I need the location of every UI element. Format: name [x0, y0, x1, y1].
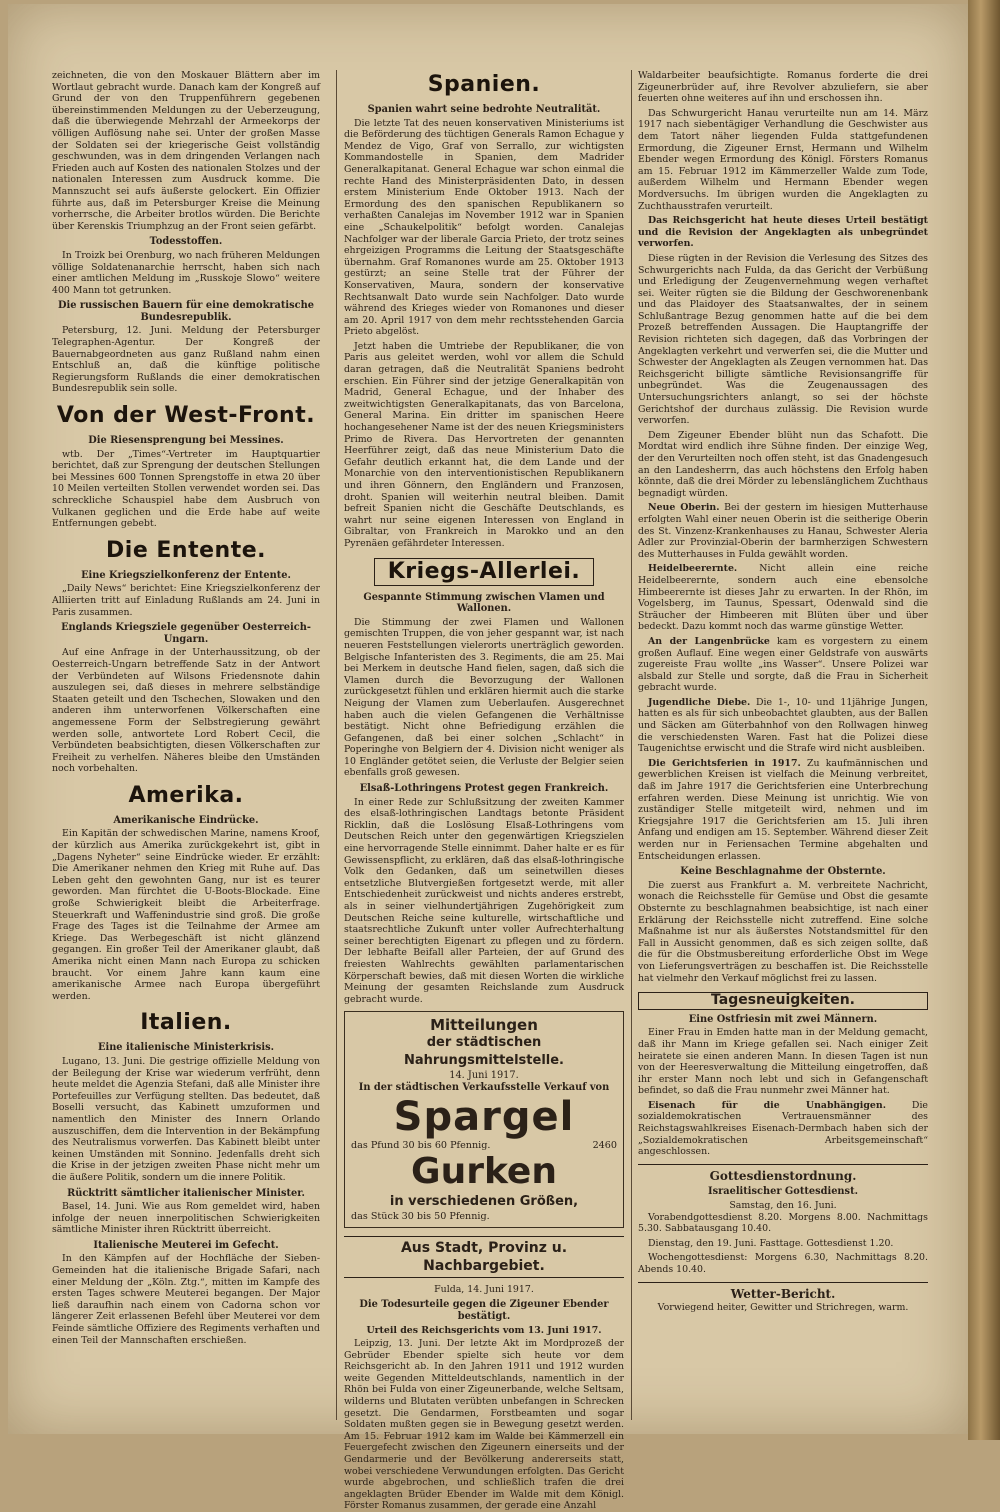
article-text: Das Schwurgericht Hanau verurteilte nun am 14. März 1917 nach siebentägiger Verhandlung die Geschwister aus dem Tatort näher liegenden Fulda stattgefundenen Ermordung, die Zigeuner Ernst, Hermann und Wilhelm Ebender wegen Ermordung des Königl. Försters Romanus am 15. Februar 1912 im Kämmerzeller Walde zum Tode, außerdem Wilhelm und Hermann Ebender wegen Mordversuchs. Im übrigen wurden die Angeklagten zu Zuchthausstrafen verurteilt.	[638, 107, 928, 212]
column-3	[638, 70, 928, 1422]
section-subhead: Eine italienische Ministerkrisis.	[98, 1042, 274, 1054]
article-text: Die zuerst aus Frankfurt a. M. verbreitete Nachricht, wonach die Reichsstelle für Gemüse und Obst die gesamte Obsternte zu beschlagnahmen beabsichtige, ist nach einer Erklärung der Reichsstelle nicht zutreffend. Eine solche Maßnahme ist nur als äußerstes Notstandsmittel für den Fall in Aussicht genommen, daß es sich zeigen sollte, daß die für die Obstmusbereitung erforderliche Obst im Wege von Lieferungsverträgen zu beschaffen ist. Die Reichsstelle hat vielmehr den Verkauf möglichst frei zu lassen.	[638, 879, 928, 984]
article-text: wtb. Der „Times“-Vertreter im Hauptquartier berichtet, daß zur Sprengung der deutschen Stellungen bei Messines 600 Tonnen Sprengstoffe in etwa 20 über 10 Meilen verteilten Stollen verwendet worden sei. Das schreckliche Schauspiel habe dem Ausbruch von Vulkanen geglichen und die Erde habe auf weite Entfernungen gebebt.	[52, 448, 320, 530]
section-subhead: Italienische Meuterei im Gefecht.	[93, 1239, 279, 1251]
article-text: Lugano, 13. Juni. Die gestrige offizielle Meldung von der Beilegung der Krise war wiederum verfrüht, denn heute meldet die Agenzia Stefani, daß alle Minister ihre Portefeuilles zur Verfügung stellten. Das bedeutet, daß Boselli versucht, das Kabinett umzuformen und namentlich den Minister des Innern Orlando auszuschiffen, dem die Intervention in der Bekämpfung des Neutralismus vorwerfen. Das Kabinett bleibt unter keinen Umständen mit Sonnino. Jedenfalls dreht sich die Krise in der jetzigen zweiten Phase nicht mehr um die äußere Politik, sondern um die innere Politik.	[52, 1055, 320, 1183]
news-item-text: kam es vorgestern zu einem großen Auflauf. Eine wegen einer Geldstrafe von auswärts zugereiste Frau wollte „ins Wasser“. Unsere Polizei war alsbald zur Stelle und sorgte, daß die Frau in Sicherheit gebracht wurde.	[638, 635, 929, 694]
schedule-row: Wochengottesdienst: Morgens 6.30, Nachmittags 8.20. Abends 10.40.	[638, 1252, 928, 1275]
section-subhead: Die Riesensprengung bei Messines.	[88, 435, 284, 447]
column-1	[52, 70, 320, 1422]
news-item	[638, 563, 928, 633]
news-item	[638, 636, 928, 694]
notice-price: das Pfund 30 bis 60 Pfennig.	[351, 1139, 491, 1151]
news-item	[638, 502, 928, 560]
article-text-bold: Das Reichsgericht hat heute dieses Urteil bestätigt und die Revision der Angeklagten als unbegründet verworfen.	[638, 215, 928, 250]
food-office-notice	[344, 1011, 624, 1227]
notice-item-gurken: Gurken	[411, 1151, 557, 1193]
section-heading-gottesdienst: Gottesdienstordnung.	[709, 1168, 857, 1183]
section-subhead: Elsaß-Lothringens Protest gegen Frankreich.	[359, 783, 609, 795]
section-subhead: Gespannte Stimmung zwischen Vlamen und Wallonen.	[363, 591, 605, 615]
news-item-title: Die Gerichtsferien in 1917.	[648, 757, 801, 769]
article-text: „Daily News“ berichtet: Eine Kriegszielkonferenz der Alliierten tritt auf Einladung Rußlands am 24. Juni in Paris zusammen.	[52, 583, 320, 618]
section-subhead: Amerikanische Eindrücke.	[113, 814, 259, 826]
section-heading-kriegs-allerlei: Kriegs-Allerlei.	[374, 558, 594, 586]
section-subhead: Israelitischer Gottesdienst.	[707, 1186, 859, 1198]
article-text: Basel, 14. Juni. Wie aus Rom gemeldet wird, haben infolge der neuen innerpolitischen Schwierigkeiten sämtliche Minister ihren Rücktritt überreicht.	[52, 1201, 320, 1236]
section-subhead: Keine Beschlagnahme der Obsternte.	[680, 866, 886, 878]
section-subhead: Todesstoffen.	[149, 236, 223, 248]
section-subhead: Spanien wahrt seine bedrohte Neutralität.	[367, 104, 601, 115]
article-text: Waldarbeiter beaufsichtigte. Romanus forderte die drei Zigeunerbrüder auf, ihre Revolver abzuliefern, sie aber feuerten ohne weiteres auf ihn und erschossen ihn.	[638, 70, 928, 105]
notice-price-row	[347, 1211, 621, 1223]
column-rule	[631, 70, 632, 1420]
page-edge	[968, 0, 1000, 1440]
column-2	[344, 70, 624, 1512]
article-text: Auf eine Anfrage in der Unterhaussitzung, ob der Oesterreich-Ungarn betreffende Satz in der Antwort der Verbündeten auf Wilsons Friedensnote dahin auszulegen sei, daß dieses in mehrere selbständige Staaten geteilt und den Tschechen, Slowaken und den anderen ihm unterworfenen Völkerschaften eine angemessene Form der Selbstregierung gewährt werden solle, antwortete Lord Robert Cecil, die Verbündeten beabsichtigten, diesen Völkerschaften zur Freiheit zu verhelfen. Näheres bleibe den Umständen noch vorbehalten.	[52, 647, 320, 775]
news-item-text: Die sozialdemokratischen Vertrauensmänner des Reichstagswahlkreises Eisenach-Dermbach haben sich der „Sozialdemokratischen Arbeitsgemeinschaft“ angeschlossen.	[638, 1099, 928, 1158]
news-item-title: Jugendliche Diebe.	[648, 696, 751, 708]
weather-text: Vorwiegend heiter, Gewitter und Strichregen, warm.	[657, 1302, 909, 1314]
section-heading-spanien: Spanien.	[427, 72, 541, 97]
notice-number: 2460	[592, 1139, 617, 1151]
notice-item-sub: in verschiedenen Größen,	[389, 1194, 579, 1210]
notice-price-row	[347, 1140, 621, 1152]
news-item-title: Heidelbeerernte.	[648, 563, 738, 575]
section-subhead: Die russischen Bauern für eine demokratische Bundesrepublik.	[58, 300, 314, 323]
newspaper-page	[8, 4, 968, 1512]
article-text: Dem Zigeuner Ebender blüht nun das Schafott. Die Mordtat wird endlich ihre Sühne finden. Der einzige Weg, der den Verurteilten noch offen steht, ist das Gnadengesuch an den Landesherrn, das auch höchstens den Erfolg haben könnte, daß die drei Mörder zu lebenslänglichem Zuchthaus begnadigt würden.	[638, 429, 928, 499]
news-item-text: Zu kaufmännischen und gewerblichen Kreisen ist vielfach die Meinung verbreitet, daß im Jahre 1917 die Gerichtsferien eine Unterbrechung erfahren werden. Diese Meinung ist unrichtig. Wie von zuständiger Stelle mitgeteilt wird, nehmen und im Kriegsjahre 1917 die Gerichtsferien am 15. Juli ihren Anfang und endigen am 15. September. Während dieser Zeit werden nur in Feriensachen Termine abgehalten und Entscheidungen erlassen.	[638, 757, 928, 862]
section-subhead: Eine Kriegszielkonferenz der Entente.	[81, 569, 291, 581]
section-heading-italien: Italien.	[140, 1010, 232, 1036]
news-item	[638, 758, 928, 862]
section-heading-wetter: Wetter-Bericht.	[730, 1286, 836, 1301]
notice-date: 14. Juni 1917.	[449, 1070, 519, 1082]
section-subhead: Die Todesurteile gegen die Zigeuner Ebender bestätigt.	[359, 1299, 609, 1322]
news-item-text: Die 1-, 10- und 11jährige Jungen, hatten es als für sich unbeobachtet glaubten, aus der Ballen und Säcken am Güterbahnhof von den Rollwagen hinweg die verschiedensten Waren. Fast hat die Polizei diese Taugenichtse erwischt und die Strafe wird nicht ausbleiben.	[638, 696, 928, 755]
section-subhead: Eine Ostfriesin mit zwei Männern.	[688, 1013, 878, 1025]
article-text: Die letzte Tat des neuen konservativen Ministeriums ist die Beförderung des tüchtigen Generals Ramon Echague y Mendez de Vigo, Graf von Serrallo, zur wichtigsten Kommandostelle in Spanien, dem Madrider Generalkapitanat. General Echague war schon einmal die rechte Hand des Ministerpräsidenten Dato, in dessen erstem Ministerium Ende Oktober 1913. Nach der Ermordung des den spanischen Republikanern so verhaßten Canalejas im November 1912 war in Spanien eine „Schaukelpolitik“ befolgt worden. Canalejas Nachfolger war der liberale Garcia Prieto, der trotz seines ehrgeizigen Programms die Leitung der Staatsgeschäfte übernahm. Graf Romanones wurde am 25. Oktober 1913 gestürzt; an seine Stelle trat der Führer der Konservativen, Maura, sondern der konservative Rechtsanwalt Dato wurde sein Nachfolger. Dato wurde während des Krieges wieder von Romanones und dieser am 20. April 1917 von dem mehr rechtsstehenden Garcia Prieto abgelöst.	[344, 117, 624, 338]
news-item-title: Eisenach für die Unabhängigen.	[648, 1099, 886, 1111]
article-text: Ein Kapitän der schwedischen Marine, namens Kroof, der kürzlich aus Amerika zurückgekehrt ist, gibt in „Dagens Nyheter“ seine Eindrücke wieder. Er erzählt: Die Amerikaner nehmen den Krieg mit Ruhe auf. Das Leben geht den gewohnten Gang, nur ist es teurer geworden. Man fürchtet die U-Boots-Blockade. Eine große Schwierigkeit bleibt die Arbeiterfrage. Steuerkraft und Waffenindustrie sind groß. Die große Frage des Tages ist die Teilnahme der Armee am Kriege. Das Werbegeschäft ist nicht glänzend gegangen. Ein großer Teil der Amerikaner glaubt, daß Amerika nicht einen Mann nach Europa zu schicken braucht. Vor einem Jahre kann kaum eine amerikanische Armee nach Europa übergeführt werden.	[52, 828, 320, 1002]
section-heading-tagesneuigkeiten: Tagesneuigkeiten.	[638, 992, 928, 1010]
schedule-row: Samstag, den 16. Juni.	[729, 1200, 837, 1212]
notice-title: Mitteilungen	[430, 1016, 538, 1035]
article-text: Leipzig, 13. Juni. Der letzte Akt im Mordprozeß der Gebrüder Ebender spielte sich heute vor dem Reichsgericht ab. In den Jahren 1911 und 1912 wurden weite Gegenden Mitteldeutschlands, namentlich in der Rhön bei Fulda von einer Zigeunerbande, welche Seltsam, wilderns und Blutaten verübten unbefangen in Schrecken gesetzt. Die Gendarmen, Forstbeamten und sogar Soldaten mußten gegen sie in Bewegung gesetzt werden. Am 15. Februar 1912 kam im Walde bei Kämmerzell ein Feuergefecht zwischen den Zigeunern einerseits und der Gendarmerie und der Bevölkerung andererseits statt, wobei verschiedene Verwundungen erfolgten. Das Gericht wurde abgebrochen, und schließlich trafen die drei angeklagten Brüder Ebender im Walde mit dem Königl. Förster Romanus zusammen, der gerade eine Anzahl	[344, 1338, 624, 1512]
schedule-row: Dienstag, den 19. Juni. Fasttage. Gottesdienst 1.20.	[648, 1237, 894, 1249]
article-text: In Troizk bei Orenburg, wo nach früheren Meldungen völlige Soldatenanarchie herrscht, haben sich nach einer amtlichen Meldung im „Russkoje Slowo“ weitere 400 Mann tot getrunken.	[52, 249, 320, 296]
notice-intro: In der städtischen Verkaufsstelle Verkauf von	[358, 1081, 610, 1093]
news-item-text: Nicht allein eine reiche Heidelbeerernte, sondern auch eine ebensolche Himbeerernte ist dieses Jahr zu erwarten. In der Rhön, im Vogelsberg, im Taunus, Spessart, Odenwald sind die Sträucher der Himbeeren mit Blüten über und über bedeckt. Dazu kommt noch das warme günstige Wetter.	[638, 563, 928, 633]
news-item	[638, 697, 928, 755]
column-rule	[336, 70, 337, 1420]
section-heading-stadt: Aus Stadt, Provinz u. Nachbargebiet.	[344, 1236, 624, 1278]
section-subhead: Rücktritt sämtlicher italienischer Minister.	[67, 1187, 305, 1199]
notice-title: der städtischen Nahrungsmittelstelle.	[403, 1035, 564, 1069]
article-text: zeichneten, die von den Moskauer Blättern aber im Wortlaut gebracht wurde. Danach kam der Kongreß auf Grund der von den Truppenführern gegebenen übereinstimmenden Meldungen zu der Ueberzeugung, daß die überwiegende Mehrzahl der Armeekorps der völligen Auflösung nahe sei. Unter der großen Masse der Soldaten sei der kriegerische Geist vollständig geschwunden, was in dem dringenden Verlangen nach Frieden auch auf Kosten des nationalen Stolzes und der nationalen Interessen zum Ausdruck komme. Die Mannszucht sei aufs äußerste gelockert. Ein Offizier führte aus, daß im Petersburger Kreise die Meinung vorherrsche, die Arbeiter brotlos würden. Die Berichte über Kerenskis Triumphzug an der Front seien gefärbt.	[52, 70, 320, 232]
article-text: In einer Rede zur Schlußsitzung der zweiten Kammer des elsaß-lothringischen Landtags betonte Präsident Ricklin, daß die Loslösung Elsaß-Lothringens vom Deutschen Reich unter den gegenwärtigen Kriegszielen eine hervorragende Stelle einnimmt. Daher halte er es für Gewissenspflicht, zu erklären, daß das elsaß-lothringische Volk den Gedanken, daß um seinetwillen dieses entsetzliche Blutvergießen fortgesetzt werde, mit aller Entschiedenheit zurückweist und nichts anderes erstrebt, als in seiner vielhundertjährigen Zugehörigkeit zum Deutschen Reiche seine kulturelle, wirtschaftliche und staatsrechtliche Zukunft unter voller Aufrechterhaltung seiner berechtigten Eigenart zu pflegen und zu fördern. Der lebhafte Beifall aller Parteien, der auf Grund des freiesten Wahlrechts gewählten parlamentarischen Körperschaft bewies, daß mit diesen Worten die wirkliche Meinung der gesamten Reichslande zum Ausdruck gebracht wurde.	[344, 796, 624, 1005]
news-item-title: Neue Oberin.	[648, 502, 720, 514]
section-heading-west-front: Von der West-Front.	[56, 403, 316, 429]
article-text: Jetzt haben die Umtriebe der Republikaner, die von Paris aus geleitet werden, wohl vor allem die Schuld daran getragen, daß die Neutralität Spaniens bedroht erschien. Ein Führer sind der jetzige Generalkapitän von Madrid, General Echague, und der Inhaber des zweitwichtigsten Generalkapitanats, das von Barcelona, General Marina. Ein dritter im spanischen Heere hochangesehener Name ist der des neuen Kriegsministers Primo de Rivera. Das Hervortreten der genannten Heerführer zeigt, daß das neue Ministerium Dato die Gefahr deutlich erkannt hat, die dem Lande und der Monarchie von den interventionistischen Republikanern und ihren Gönnern, den Engländern und Franzosen, droht. Spanien will weiterhin neutral bleiben. Damit befreit Spanien nicht die Geschäfte Deutschlands, es wahrt nur seine eigenen Interessen von England in Gibraltar, von Frankreich in Marokko und an den Pyrenäen gefährdeter Interessen.	[344, 340, 624, 549]
article-text: Einer Frau in Emden hatte man in der Meldung gemacht, daß ihr Mann im Kriege gefallen sei. Nach einiger Zeit heiratete sie einen anderen Mann. In diesen Tagen ist nun von der Heeresverwaltung die Mitteilung eingetroffen, daß ihr erster Mann noch lebt und sich in Gefangenschaft befindet, so daß die Frau nunmehr zwei Männer hat.	[638, 1027, 928, 1097]
news-item-text: Bei der gestern im hiesigen Mutterhause erfolgten Wahl einer neuen Oberin ist die seitherige Oberin des St. Vinzenz-Krankenhauses zu Hanau, Schwester Aleria Adler zur Provinzial-Oberin der barmherzigen Schwestern des Mutterhauses in Fulda gewählt worden.	[638, 502, 928, 560]
dateline: Fulda, 14. Juni 1917.	[434, 1283, 534, 1295]
article-text: Die Stimmung der zwei Flamen und Wallonen gemischten Truppen, die von jeher gespannt war, ist nach neueren Feststellungen vielerorts unerträglich geworden. Belgische Infanteristen des 3. Regiments, die am 25. Mai bei Merkem in deutsche Hand fielen, sagen, daß sich die Vlamen durch die Bevorzugung der Wallonen zurückgesetzt fühlen und erklären hiermit auch die starke Neigung der Vlamen zum Ueberlaufen. Ausgerechnet haben auch die vielen Gefangenen die Verhältnisse bestätigt. Nicht ohne Befriedigung erzählen die Gefangenen, daß bei einer solchen „Schlacht“ in Poperinghe von Belgiern der 4. Division nicht weniger als 10 Engländer getötet seien, die Verluste der Belgier seien ebenfalls groß gewesen.	[344, 616, 624, 779]
notice-item-spargel: Spargel	[393, 1093, 575, 1140]
schedule-row: Vorabendgottesdienst 8.20. Morgens 8.00. Nachmittags 5.30. Sabbatausgang 10.40.	[638, 1211, 928, 1235]
news-item	[638, 1100, 928, 1158]
article-text: In den Kämpfen auf der Hochfläche der Sieben-Gemeinden hat die italienische Brigade Safari, nach einer Meldung der „Köln. Ztg.“, mitten im Kampfe des ersten Tages schwere Meuterei begangen. Der Major ließ daraufhin nach einem von Cadorna schon vor längerer Zeit erlassenen Befehl über Meuterei vor dem Feinde sämtliche Offiziere des Regiments verhaften und einen Teil der Mannschaften erschießen.	[52, 1253, 320, 1346]
article-text: Diese rügten in der Revision die Verlesung des Sitzes des Schwurgerichts nach Fulda, da das Gericht der Verbüßung und Erledigung der Zeugenvernehmung wegen verhaftet sei. Weiter rügten sie die Bildung der Geschworenenbank und das Plaidoyer des Staatsanwaltes, der in seinem Schlußantrage Bezug genommen hatte auf die bei dem Prozeß betreffenden Aussagen. Die Hauptangriffe der Revision richteten sich dagegen, daß das Vorbringen der Angeklagten verkehrt und verwerfen sei, die die Mutter und Schwester der Angeklagten als Zeugen vernommen hat. Das Reichsgericht billigte sämtliche Revisionsangriffe für unbegründet. Was die Zeugenaussagen des Untersuchungsrichters anlangt, so sei der höchste Gerichtshof der durchaus zulässig. Die Revision wurde verworfen.	[638, 252, 928, 427]
article-text: Petersburg, 12. Juni. Meldung der Petersburger Telegraphen-Agentur. Der Kongreß der Bauernabgeordneten aus ganz Rußland nahm einen Entschluß an, daß die künftige politische Regierungsform Rußlands die einer demokratischen Bundesrepublik sein solle.	[52, 325, 320, 395]
section-subhead: Urteil des Reichsgerichts vom 13. Juni 1917.	[366, 1324, 602, 1336]
section-heading-entente: Die Entente.	[106, 537, 266, 563]
notice-price: das Stück 30 bis 50 Pfennig.	[351, 1211, 490, 1223]
news-item-title: An der Langenbrücke	[648, 635, 770, 647]
section-heading-amerika: Amerika.	[128, 782, 244, 808]
section-subhead: Englands Kriegsziele gegenüber Oesterreich-Ungarn.	[61, 622, 311, 645]
